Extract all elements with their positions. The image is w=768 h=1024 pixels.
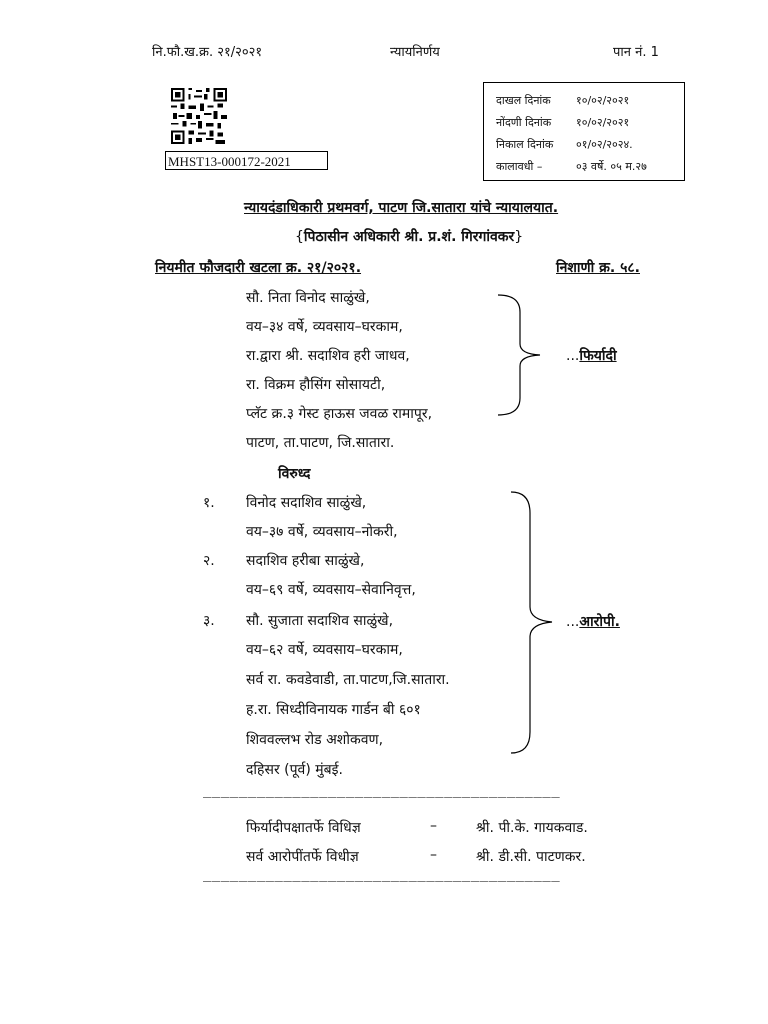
- header-case-number: नि.फौ.ख.क्र. २१/२०२१: [152, 45, 263, 60]
- accused-role: [566, 612, 620, 631]
- accused-line: सौ. सुजाता सदाशिव साळुंखे,: [246, 613, 394, 629]
- accused-line: सदाशिव हरीबा साळुंखे,: [246, 553, 365, 569]
- date-value: ०३ वर्षे. ०५ म.२७: [576, 160, 647, 173]
- date-value: ०१/०२/२०२४.: [576, 138, 633, 151]
- dates-box: [483, 82, 685, 181]
- date-value: १०/०२/२०२१: [576, 94, 630, 107]
- header-page-number: पान नं. 1: [613, 45, 659, 60]
- case-title: नियमीत फौजदारी खटला क्र. २१/२०२१.: [155, 260, 362, 276]
- date-row-registration: [496, 115, 629, 130]
- complainant-role: [566, 346, 617, 365]
- accused-line: वय–६२ वर्षे, व्यवसाय–घरकाम,: [246, 642, 403, 658]
- presiding-officer: [295, 227, 523, 246]
- accused-line: शिववल्लभ रोड अशोकवण,: [246, 732, 384, 748]
- court-title: न्यायदंडाधिकारी प्रथमवर्ग, पाटण जि.सातारा यांचे न्यायालयात.: [244, 200, 559, 216]
- brace-close: }: [514, 229, 524, 245]
- versus-label: विरुध्द: [278, 466, 311, 482]
- accused-line: विनोद सदाशिव साळुंखे,: [246, 495, 367, 511]
- advocate-side: फिर्यादीपक्षातर्फे विधिज्ञ: [246, 820, 361, 836]
- accused-number: २.: [203, 553, 215, 569]
- accused-line: दहिसर (पूर्व) मुंबई.: [246, 762, 343, 778]
- role-label: आरोपी.: [579, 614, 620, 630]
- date-value: १०/०२/२०२१: [576, 116, 630, 129]
- date-row-duration: [496, 159, 647, 174]
- complainant-line: रा.द्वारा श्री. सदाशिव हरी जाधव,: [246, 348, 410, 364]
- complainant-brace: [495, 292, 555, 418]
- role-prefix: ...: [566, 348, 580, 364]
- accused-number: १.: [203, 495, 215, 511]
- accused-brace: [508, 489, 568, 757]
- date-row-decision: [496, 137, 633, 152]
- separator-line: ________________________________________: [203, 866, 561, 882]
- separator-line: ________________________________________: [203, 782, 561, 798]
- advocate-name: श्री. डी.सी. पाटणकर.: [476, 849, 586, 865]
- accused-line: वय–६९ वर्षे, व्यवसाय–सेवानिवृत्त,: [246, 582, 416, 598]
- accused-number: ३.: [203, 613, 215, 629]
- date-label: कालावधी –: [496, 160, 543, 173]
- accused-line: वय–३७ वर्षे, व्यवसाय–नोकरी,: [246, 524, 398, 540]
- complainant-line: पाटण, ता.पाटण, जि.सातारा.: [246, 435, 395, 451]
- accused-line: सर्व रा. कवडेवाडी, ता.पाटण,जि.सातारा.: [246, 672, 450, 688]
- qr-code-icon: [170, 88, 228, 144]
- brace-open: {: [295, 229, 304, 245]
- complainant-line: रा. विक्रम हौसिंग सोसायटी,: [246, 377, 386, 393]
- advocate-dash: –: [430, 847, 437, 863]
- header-document-type: न्यायनिर्णय: [390, 45, 440, 60]
- accused-line: ह.रा. सिध्दीविनायक गार्डन बी ६०१: [246, 702, 421, 718]
- complainant-line: प्लॅट क्र.३ गेस्ट हाऊस जवळ रामापूर,: [246, 406, 433, 422]
- presiding-officer-text: पिठासीन अधिकारी श्री. प्र.शं. गिरगांवकर: [303, 229, 515, 245]
- complainant-line: वय–३४ वर्षे, व्यवसाय–घरकाम,: [246, 319, 403, 335]
- advocate-name: श्री. पी.के. गायकवाड.: [476, 820, 588, 836]
- cnr-number: MHST13-000172-2021: [165, 151, 328, 170]
- role-prefix: ...: [566, 614, 580, 630]
- exhibit-number: निशाणी क्र. ५८.: [556, 260, 640, 276]
- date-label: निकाल दिनांक: [496, 138, 554, 151]
- date-row-filing: [496, 93, 629, 108]
- complainant-line: सौ. निता विनोद साळुंखे,: [246, 290, 370, 306]
- role-label: फिर्यादी: [579, 348, 617, 364]
- advocate-side: सर्व आरोपींतर्फे विधीज्ञ: [246, 849, 359, 865]
- date-label: नोंदणी दिनांक: [496, 116, 552, 129]
- date-label: दाखल दिनांक: [496, 94, 551, 107]
- advocate-dash: –: [430, 818, 437, 834]
